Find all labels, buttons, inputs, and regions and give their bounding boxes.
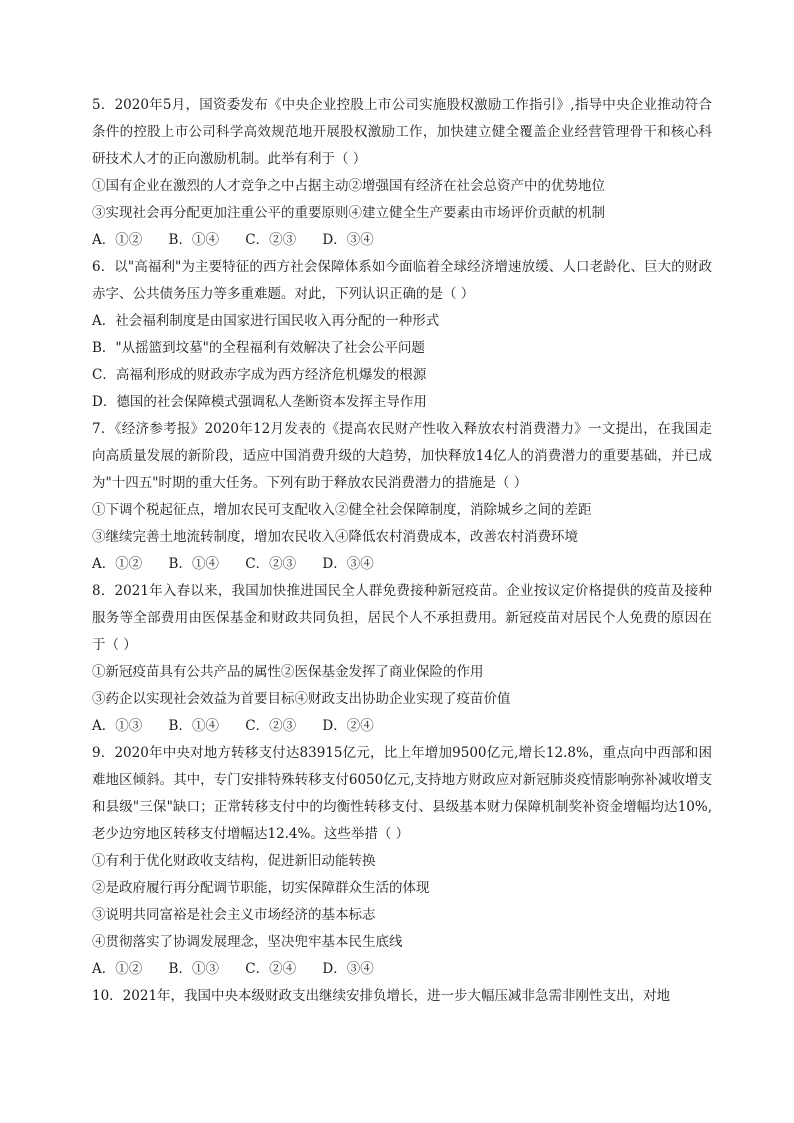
choice-a: A．①② (92, 961, 143, 977)
option-statement: ③药企以实现社会效益为首要目标④财政支出协助企业实现了疫苗价值 (92, 691, 511, 707)
answer-choices (92, 227, 712, 254)
choice-d: D．德国的社会保障模式强调私人垄断资本发挥主导作用 (92, 394, 427, 410)
answer-choices (92, 551, 712, 578)
choice-a: A．社会福利制度是由国家进行国民收入再分配的一种形式 (92, 313, 440, 329)
choice-b: B．①④ (168, 556, 219, 572)
choice-b: B．"从摇篮到坟墓"的全程福利有效解决了社会公平问题 (92, 340, 425, 356)
choice-a: A．①② (92, 232, 143, 248)
choice-c: C．②③ (245, 556, 297, 572)
choice-d: D．②④ (322, 718, 374, 734)
option-statement: ②是政府履行再分配调节职能，切实保障群众生活的体现 (92, 880, 430, 896)
choice-b: B．①③ (168, 961, 219, 977)
question-10 (92, 983, 712, 1010)
option-statement: ③说明共同富裕是社会主义市场经济的基本标志 (92, 907, 376, 923)
question-stem: 8．2021年入春以来，我国加快推进国民全人群免费接种新冠疫苗。企业按议定价格提供的疫苗及接种服务等全部费用由医保基金和财政共同负担，居民个人不承担费用。新冠疫苗对居民个人免费的原因在于（ ） (92, 583, 712, 653)
answer-choices (92, 956, 712, 983)
question-8 (92, 578, 712, 740)
question-stem: 6．以"高福利"为主要特征的西方社会保障体系如今面临着全球经济增速放缓、人口老龄化、巨大的财政赤字、公共债务压力等多重难题。对此，下列认识正确的是（ ） (92, 259, 712, 302)
question-stem: 9．2020年中央对地方转移支付达83915亿元，比上年增加9500亿元,增长12.8%，重点向中西部和困难地区倾斜。其中，专门安排特殊转移支付6050亿元,支持地方财政应对新冠肺炎疫情影响弥补减收增支和县级"三保"缺口；正常转移支付中的均衡性转移支付、县级基本财力保障机制奖补资金增幅均达10%,老少边穷地区转移支付增幅达12.4%。这些举措（ ） (92, 745, 712, 842)
option-statement: ③实现社会再分配更加注重公平的重要原则④建立健全生产要素由市场评价贡献的机制 (92, 205, 605, 221)
choice-c: C．②④ (245, 961, 297, 977)
question-stem: 5．2020年5月，国资委发布《中央企业控股上市公司实施股权激励工作指引》,指导中央企业推动符合条件的控股上市公司科学高效规范地开展股权激励工作，加快建立健全覆盖企业经营管理骨干和核心科研技术人才的正向激励机制。此举有利于（ ） (92, 97, 712, 167)
exam-page (92, 92, 712, 1010)
option-statement: ③继续完善土地流转制度，增加农民收入④降低农村消费成本，改善农村消费环境 (92, 529, 578, 545)
option-statement: ①国有企业在激烈的人才竞争之中占据主动②增强国有经济在社会总资产中的优势地位 (92, 178, 605, 194)
answer-choices (92, 713, 712, 740)
choice-c: C．②③ (245, 232, 297, 248)
choice-c: C．②③ (245, 718, 297, 734)
choice-c: C．高福利形成的财政赤字成为西方经济危机爆发的根源 (92, 367, 427, 383)
choice-b: B．①④ (168, 232, 219, 248)
option-statement: ①新冠疫苗具有公共产品的属性②医保基金发挥了商业保险的作用 (92, 664, 484, 680)
question-stem: 10．2021年，我国中央本级财政支出继续安排负增长，进一步大幅压减非急需非刚性支出，对地 (92, 988, 671, 1004)
choice-d: D．③④ (322, 232, 374, 248)
choice-b: B．①④ (168, 718, 219, 734)
question-9 (92, 740, 712, 983)
question-7 (92, 416, 712, 578)
option-statement: ④贯彻落实了协调发展理念，坚决兜牢基本民生底线 (92, 934, 403, 950)
option-statement: ①下调个税起征点，增加农民可支配收入②健全社会保障制度，消除城乡之间的差距 (92, 502, 592, 518)
question-stem: 7．《经济参考报》2020年12月发表的《提高农民财产性收入释放农村消费潜力》一文提出，在我国走向高质量发展的新阶段，适应中国消费升级的大趋势，加快释放14亿人的消费潜力的重要基础，并已成为"十四五"时期的重大任务。下列有助于释放农民消费潜力的措施是（ ） (92, 421, 712, 491)
choice-a: A．①③ (92, 718, 143, 734)
option-statement: ①有利于优化财政收支结构，促进新旧动能转换 (92, 853, 376, 869)
choice-d: D．③④ (322, 556, 374, 572)
question-6 (92, 254, 712, 416)
choice-a: A．①② (92, 556, 143, 572)
question-5 (92, 92, 712, 254)
choice-d: D．③④ (322, 961, 374, 977)
